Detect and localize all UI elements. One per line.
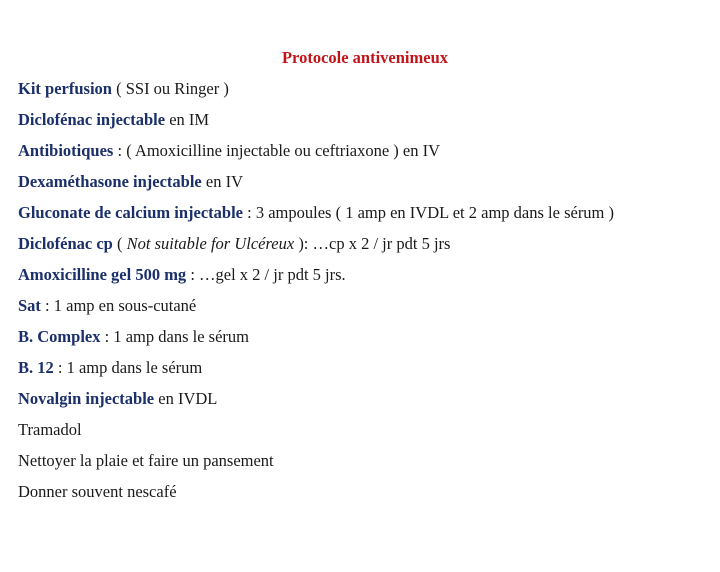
item-detail: en IV bbox=[201, 172, 243, 191]
item-detail: Donner souvent nescafé bbox=[18, 482, 177, 501]
item-name: Gluconate de calcium injectable bbox=[18, 203, 244, 222]
protocol-item bbox=[18, 481, 708, 512]
protocol-item bbox=[18, 140, 708, 171]
protocol-item bbox=[18, 388, 708, 419]
item-detail: ( SSI ou Ringer ) bbox=[111, 79, 229, 98]
item-name: Novalgin injectable bbox=[18, 389, 155, 408]
item-name: B. Complex bbox=[18, 327, 101, 346]
item-detail: : ( Amoxicilline injectable ou ceftriaxone ) en IV bbox=[113, 141, 441, 160]
protocol-item bbox=[18, 233, 708, 264]
item-detail: ): …cp x 2 / jr pdt 5 jrs bbox=[294, 234, 451, 253]
protocol-item bbox=[18, 171, 708, 202]
item-detail: Nettoyer la plaie et faire un pansement bbox=[18, 451, 274, 470]
item-name: Kit perfusion bbox=[18, 79, 112, 98]
item-name: Dexaméthasone injectable bbox=[18, 172, 202, 191]
item-name: Antibiotiques bbox=[18, 141, 114, 160]
item-detail: : 3 ampoules ( 1 amp en IVDL et 2 amp dans le sérum ) bbox=[243, 203, 615, 222]
item-detail: : 1 amp dans le sérum bbox=[53, 358, 203, 377]
item-detail: : …gel x 2 / jr pdt 5 jrs. bbox=[186, 265, 346, 284]
protocol-item bbox=[18, 202, 708, 233]
protocol-list bbox=[18, 78, 708, 512]
item-prefix: ( bbox=[112, 234, 127, 253]
item-name: Sat bbox=[18, 296, 41, 315]
protocol-item bbox=[18, 357, 708, 388]
item-detail: en IM bbox=[165, 110, 210, 129]
item-name: Diclofénac cp bbox=[18, 234, 113, 253]
protocol-item bbox=[18, 295, 708, 326]
item-note: Not suitable for Ulcéreux bbox=[126, 234, 295, 253]
item-name: Diclofénac injectable bbox=[18, 110, 166, 129]
protocol-item bbox=[18, 109, 708, 140]
protocol-item bbox=[18, 419, 708, 450]
item-detail: : 1 amp dans le sérum bbox=[100, 327, 249, 346]
item-name: Amoxicilline gel 500 mg bbox=[18, 265, 187, 284]
protocol-item bbox=[18, 326, 708, 357]
protocol-item bbox=[18, 264, 708, 295]
protocol-item bbox=[18, 450, 708, 481]
item-name: B. 12 bbox=[18, 358, 54, 377]
item-detail: en IVDL bbox=[154, 389, 218, 408]
document-title: Protocole antivenimeux bbox=[281, 48, 449, 67]
protocol-item bbox=[18, 78, 708, 109]
item-detail: Tramadol bbox=[18, 420, 82, 439]
item-detail: : 1 amp en sous-cutané bbox=[40, 296, 197, 315]
